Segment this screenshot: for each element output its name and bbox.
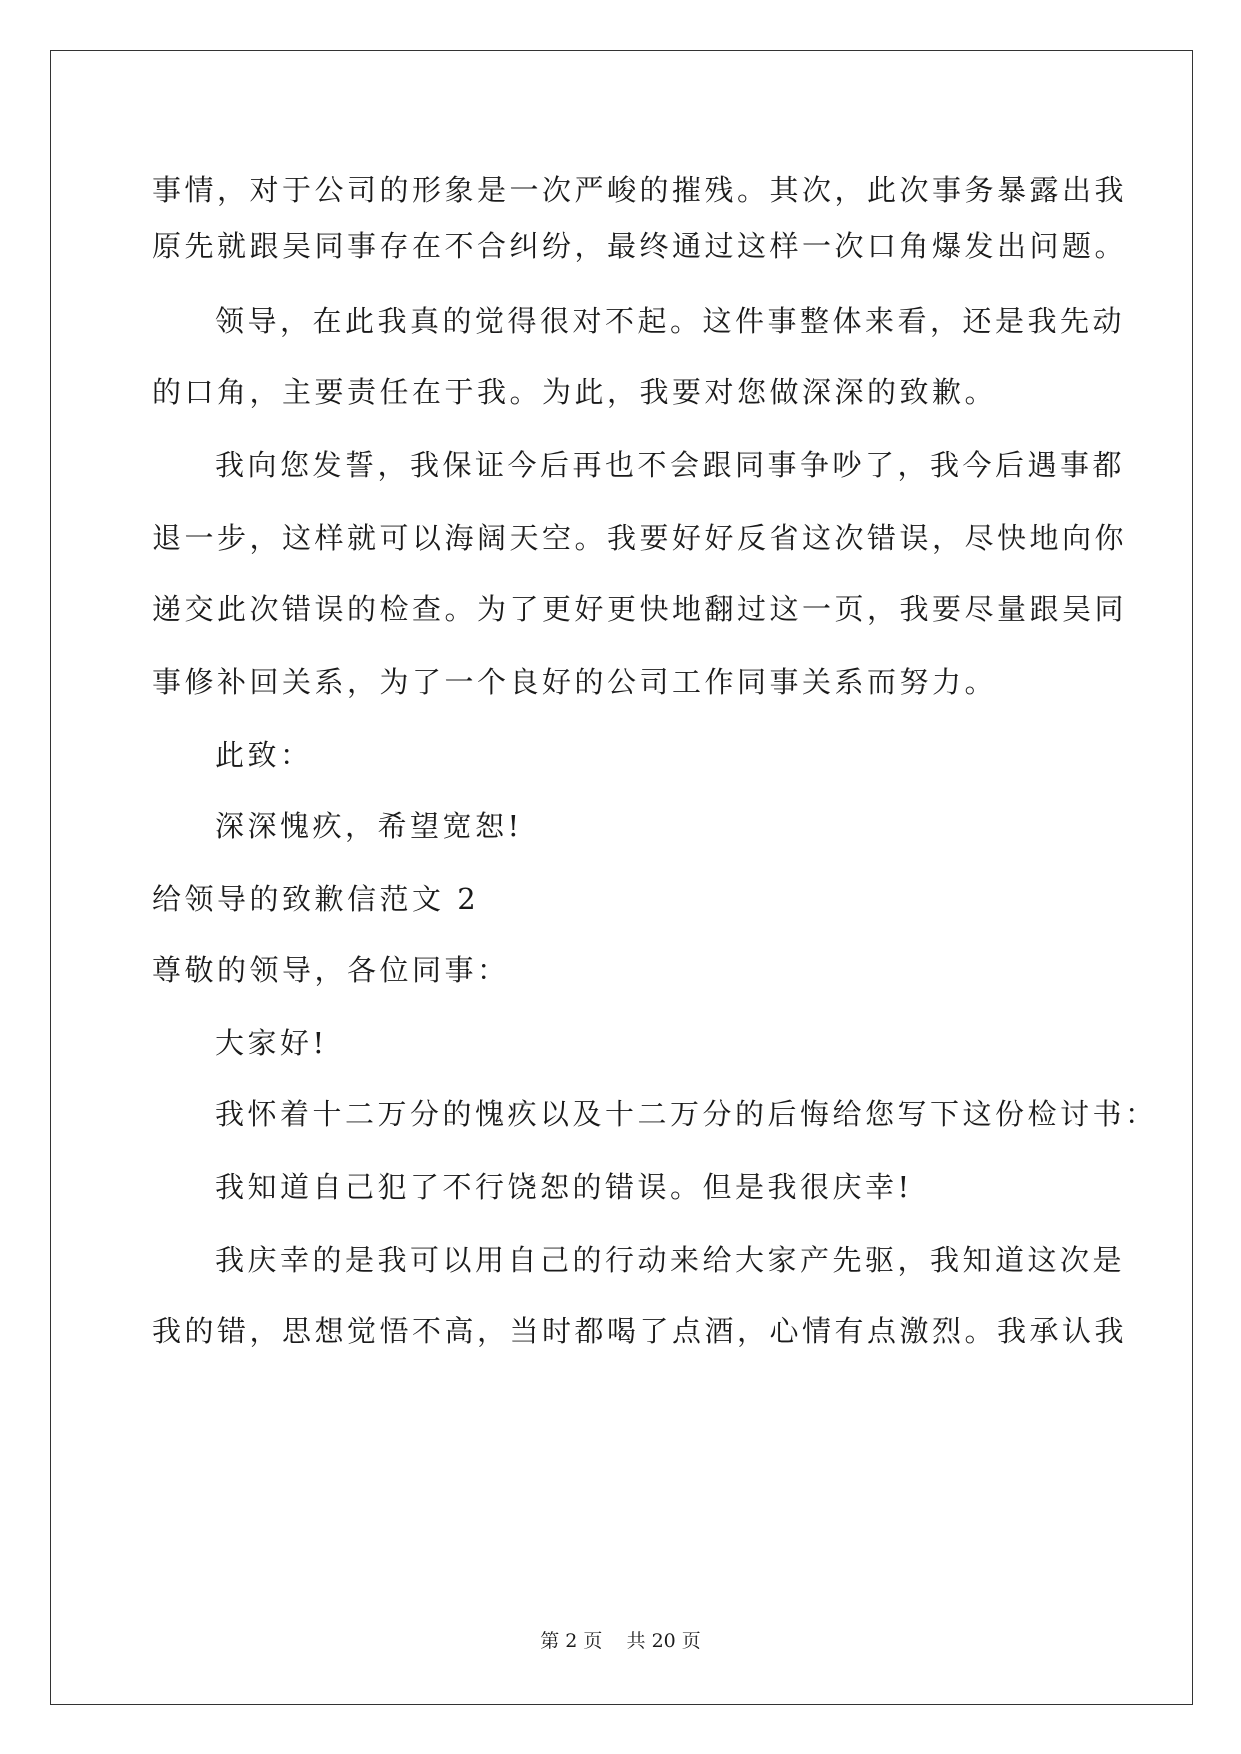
page-number-footer: 第 2 页 共 20 页	[540, 1630, 701, 1652]
text-line: 原先就跟吴同事存在不合纠纷，最终通过这样一次口角爆发出问题。	[152, 229, 1128, 263]
paragraph-start: 我庆幸的是我可以用自己的行动来给大家产先驱，我知道这次是	[215, 1243, 1126, 1277]
paragraph-start: 我知道自己犯了不行饶恕的错误。但是我很庆幸!	[215, 1170, 913, 1204]
closing-remark: 深深愧疚，希望宽恕!	[215, 809, 523, 843]
text-line: 的口角，主要责任在于我。为此，我要对您做深深的致歉。	[152, 375, 998, 409]
text-line: 递交此次错误的检查。为了更好更快地翻过这一页，我要尽量跟吴同	[152, 592, 1128, 626]
text-line: 退一步，这样就可以海阔天空。我要好好反省这次错误，尽快地向你	[152, 521, 1128, 555]
greeting: 大家好!	[215, 1026, 328, 1060]
text-line: 我的错，思想觉悟不高，当时都喝了点酒，心情有点激烈。我承认我	[152, 1314, 1128, 1348]
closing-salutation: 此致：	[215, 738, 313, 772]
paragraph-start: 领导，在此我真的觉得很对不起。这件事整体来看，还是我先动	[215, 304, 1126, 338]
text-line: 事修补回关系，为了一个良好的公司工作同事关系而努力。	[152, 665, 998, 699]
text-line: 事情，对于公司的形象是一次严峻的摧残。其次，此次事务暴露出我	[152, 173, 1128, 207]
paragraph-start: 我向您发誓，我保证今后再也不会跟同事争吵了，我今后遇事都	[215, 448, 1126, 482]
letter-salutation: 尊敬的领导，各位同事：	[152, 953, 510, 987]
paragraph-start: 我怀着十二万分的愧疚以及十二万分的后悔给您写下这份检讨书：	[215, 1097, 1158, 1131]
section-title: 给领导的致歉信范文 2	[152, 882, 480, 916]
page-border	[50, 50, 1193, 1705]
